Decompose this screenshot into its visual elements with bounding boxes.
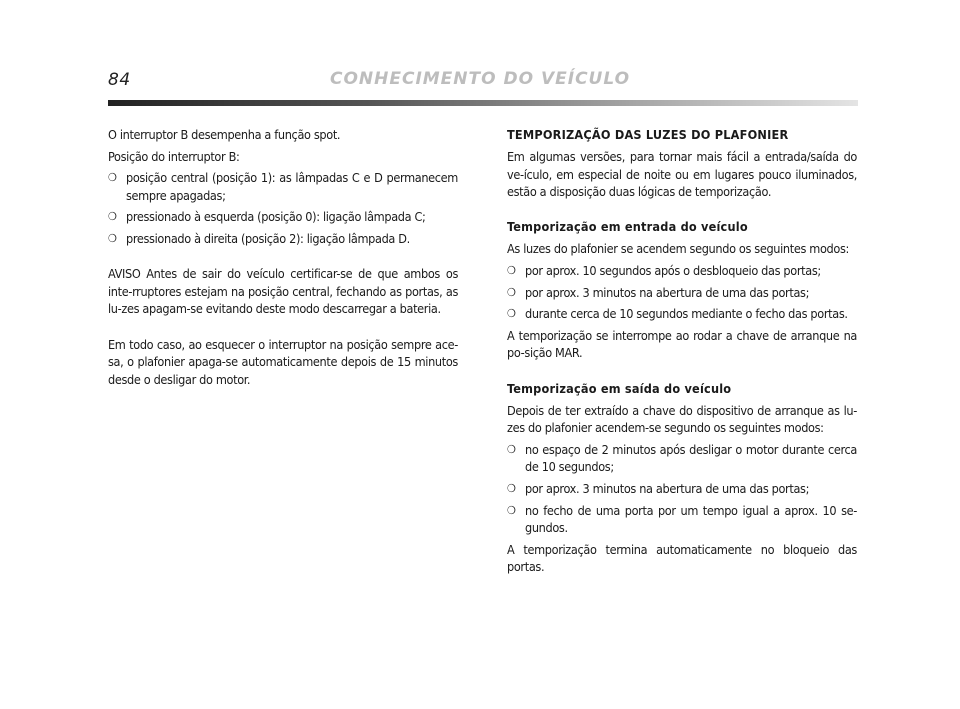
list-item: ❍ no espaço de 2 minutos após desligar o motor durante cerca de 10 segundos; bbox=[507, 441, 857, 475]
list-item: ❍ por aprox. 10 segundos após o desbloqueio das portas; bbox=[507, 262, 821, 278]
bullet-circle-icon: ❍ bbox=[108, 231, 117, 245]
positions-label: Posição do interruptor B: bbox=[108, 148, 240, 164]
list-item: ❍ por aprox. 3 minutos na abertura de uma das portas; bbox=[507, 284, 810, 300]
header-rule bbox=[108, 100, 858, 106]
bullet-circle-icon: ❍ bbox=[108, 210, 117, 224]
main-heading: TEMPORIZAÇÃO DAS LUZES DO PLAFONIER bbox=[507, 127, 789, 142]
intro-text: O interruptor B desempenha a função spot. bbox=[108, 127, 341, 142]
list-item: ❍ por aprox. 3 minutos na abertura de uma das portas; bbox=[507, 480, 810, 496]
bullet-circle-icon: ❍ bbox=[507, 307, 516, 321]
positions-list bbox=[108, 169, 458, 247]
exit-intro: Depois de ter extraído a chave do dispositivo de arranque as lu-zes do plafonier acendem-se segundo os seguintes modos: bbox=[507, 402, 857, 436]
exit-closing: A temporização termina automaticamente no bloqueio das portas. bbox=[507, 541, 857, 575]
list-item: ❍ no fecho de uma porta por um tempo igual a aprox. 10 se-gundos. bbox=[507, 502, 857, 536]
page-number: 84 bbox=[108, 70, 131, 90]
main-intro: Em algumas versões, para tornar mais fácil a entrada/saída do ve-ículo, em especial de noite ou em lugares pouco iluminados, estão a disposição duas lógicas de temporização. bbox=[507, 149, 857, 200]
bullet-circle-icon: ❍ bbox=[507, 263, 516, 277]
exit-heading: Temporização em saída do veículo bbox=[507, 380, 732, 396]
bullet-circle-icon: ❍ bbox=[507, 481, 516, 495]
entry-list bbox=[507, 262, 857, 323]
exit-list bbox=[507, 441, 857, 537]
entry-heading: Temporização em entrada do veículo bbox=[507, 219, 748, 235]
list-item: ❍ pressionado à direita (posição 2): ligação lâmpada D. bbox=[108, 230, 410, 246]
bullet-circle-icon: ❍ bbox=[108, 171, 117, 185]
bullet-circle-icon: ❍ bbox=[507, 285, 516, 299]
right-column bbox=[507, 126, 857, 576]
bullet-circle-icon: ❍ bbox=[507, 442, 516, 456]
list-item: ❍ durante cerca de 10 segundos mediante o fecho das portas. bbox=[507, 306, 848, 322]
entry-closing: A temporização se interrompe ao rodar a chave de arranque na po-sição MAR. bbox=[507, 327, 857, 361]
section-title: CONHECIMENTO DO VEÍCULO bbox=[329, 69, 631, 89]
list-item: ❍ posição central (posição 1): as lâmpadas C e D permanecem sempre apagadas; bbox=[108, 170, 458, 203]
bullet-circle-icon: ❍ bbox=[507, 503, 516, 517]
entry-intro: As luzes do plafonier se acendem segundo os seguintes modos: bbox=[507, 241, 849, 257]
warning-text: AVISO Antes de sair do veículo certificar-se de que ambos os inte-rruptores estejam na posição central, fechando as portas, as lu-zes apagam-se evitando deste modo descarregar a bateria. bbox=[108, 266, 458, 317]
note-text: Em todo caso, ao esquecer o interruptor na posição sempre ace-sa, o plafonier apaga-se automaticamente depois de 15 minutos desde o desligar do motor. bbox=[108, 336, 458, 387]
list-item: ❍ pressionado à esquerda (posição 0): ligação lâmpada C; bbox=[108, 209, 426, 225]
left-column bbox=[108, 126, 458, 388]
